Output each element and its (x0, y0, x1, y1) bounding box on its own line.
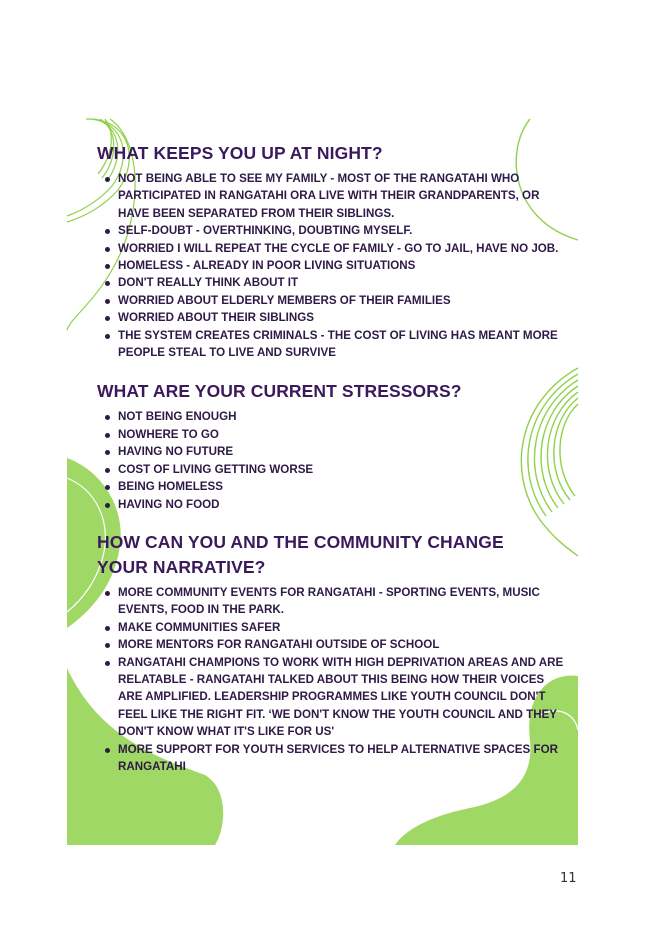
bullet-list (97, 170, 567, 361)
section-heading: WHAT ARE YOUR CURRENT STRESSORS? (97, 381, 462, 402)
bullet-list (97, 584, 567, 775)
list-item: NOT BEING ABLE TO SEE MY FAMILY - MOST OF THE RANGATAHI WHO PARTICIPATED IN RANGATAHI ORA LIVE WITH THEIR GRANDPARENTS, OR HAVE BEEN SEPARATED FROM THEIR SIBLINGS. (118, 170, 567, 222)
list-item: THE SYSTEM CREATES CRIMINALS - THE COST OF LIVING HAS MEANT MORE PEOPLE STEAL TO LIVE AND SURVIVE (118, 327, 567, 362)
list-item: COST OF LIVING GETTING WORSE (118, 461, 567, 478)
list-item: HOMELESS - ALREADY IN POOR LIVING SITUATIONS (118, 257, 567, 274)
list-item: MORE COMMUNITY EVENTS FOR RANGATAHI - SPORTING EVENTS, MUSIC EVENTS, FOOD IN THE PARK. (118, 584, 567, 619)
list-item: BEING HOMELESS (118, 478, 567, 495)
list-item: WORRIED ABOUT THEIR SIBLINGS (118, 309, 567, 326)
list-item: HAVING NO FUTURE (118, 443, 567, 460)
section-change-narrative (97, 530, 567, 775)
list-item: MORE SUPPORT FOR YOUTH SERVICES TO HELP ALTERNATIVE SPACES FOR RANGATAHI (118, 741, 567, 776)
list-item: NOT BEING ENOUGH (118, 408, 567, 425)
bullet-list (97, 408, 567, 512)
list-item: WORRIED I WILL REPEAT THE CYCLE OF FAMILY - GO TO JAIL, HAVE NO JOB. (118, 240, 567, 257)
list-item: SELF-DOUBT - OVERTHINKING, DOUBTING MYSELF. (118, 222, 567, 239)
section-up-at-night (97, 141, 567, 361)
list-item: WORRIED ABOUT ELDERLY MEMBERS OF THEIR FAMILIES (118, 292, 567, 309)
list-item: RANGATAHI CHAMPIONS TO WORK WITH HIGH DEPRIVATION AREAS AND ARE RELATABLE - RANGATAHI TALKED ABOUT THIS BEING HOW THEIR VOICES ARE AMPLIFIED. LEADERSHIP PROGRAMMES LIKE YOUTH COUNCIL DON'T FEEL LIKE THE RIGHT FIT. ‘WE DON'T KNOW THE YOUTH COUNCIL AND THEY DON'T KNOW WHAT IT'S LIKE FOR US' (118, 654, 567, 741)
list-item: MORE MENTORS FOR RANGATAHI OUTSIDE OF SCHOOL (118, 636, 567, 653)
section-heading: WHAT KEEPS YOU UP AT NIGHT? (97, 143, 383, 163)
section-current-stressors (97, 379, 567, 512)
section-heading: HOW CAN YOU AND THE COMMUNITY CHANGE YOUR NARRATIVE? (97, 531, 504, 577)
page-content (97, 141, 567, 775)
list-item: NOWHERE TO GO (118, 426, 567, 443)
list-item: HAVING NO FOOD (118, 496, 567, 513)
page-number: 11 (560, 871, 577, 886)
list-item: MAKE COMMUNITIES SAFER (118, 619, 567, 636)
list-item: DON'T REALLY THINK ABOUT IT (118, 274, 567, 291)
